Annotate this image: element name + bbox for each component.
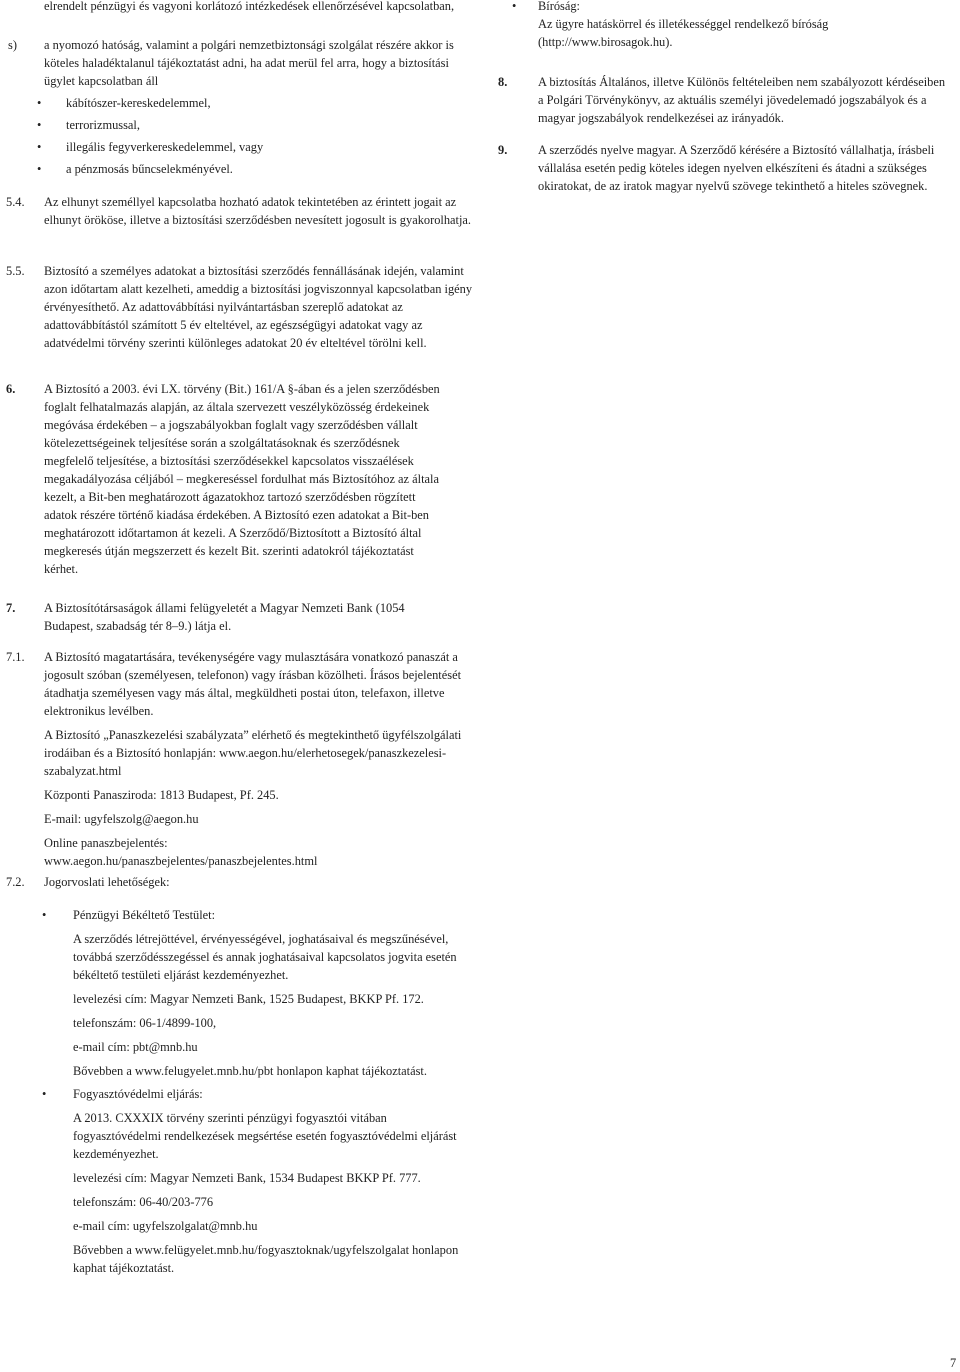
- section-6: [6, 380, 446, 578]
- section-number: 6.: [6, 382, 16, 396]
- paragraph: telefonszám: 06-1/4899-100,: [73, 1016, 217, 1030]
- section-5-4: [6, 193, 474, 229]
- section-text: Biztosító a személyes adatokat a biztosítási szerződés fennállásának idején, valamint azon időtartam alatt kezelheti, ameddig a biztosítási jogviszonnyal kapcsolatban igény érvényesíthető. Az adattovábbítási nyilvántartásban szereplő adatokat az adattovábbítástól számított 5 év elteltével, az egészségügyi adatokat vagy az adatvédelmi törvény szerinti különleges adatokat 20 év elteltével törölni kell.: [44, 264, 473, 350]
- section-number: 7.1.: [6, 650, 25, 664]
- remedy-title: Pénzügyi Békéltető Testület:: [73, 908, 216, 922]
- remedy-title: Bíróság:: [538, 0, 580, 13]
- bullet-icon: •: [37, 162, 42, 176]
- list-item-text: kábítószer-kereskedelemmel,: [66, 96, 211, 110]
- section-number: 9.: [498, 143, 508, 157]
- paragraph: A Biztosító „Panaszkezelési szabályzata” elérhető és megtekinthető ügyfélszolgálati irodáiban és a Biztosító honlapján: www.aegon.hu/elerhetosegek/panaszkezelesi-szabalyzat.html: [44, 728, 462, 778]
- section-5-5: [6, 262, 474, 352]
- section-number: 5.5.: [6, 264, 25, 278]
- paragraph: Az ügyre hatáskörrel és illetékességgel rendelkező bíróság (http://www.birosagok.hu).: [538, 17, 829, 49]
- remedy-title: Fogyasztóvédelmi eljárás:: [73, 1087, 203, 1101]
- paragraph: e-mail cím: pbt@mnb.hu: [73, 1040, 198, 1054]
- section-number: 8.: [498, 75, 508, 89]
- bullet-icon: •: [37, 96, 42, 110]
- section-7: [6, 599, 446, 635]
- remedy-item-court: [496, 0, 948, 51]
- paragraph: Bővebben a www.felugyelet.mnb.hu/pbt honlapon kaphat tájékoztatást.: [73, 1064, 427, 1078]
- paragraph: A 2013. CXXXIX törvény szerinti pénzügyi fogyasztói vitában fogyasztóvédelmi rendelkezések megsértése esetén fogyasztóvédelmi eljárást kezdeményezhet.: [73, 1111, 457, 1161]
- paragraph: E-mail: ugyfelszolg@aegon.hu: [44, 812, 199, 826]
- paragraph: Központi Panasziroda: 1813 Budapest, Pf. 245.: [44, 788, 279, 802]
- paragraph: A szerződés létrejöttével, érvényességével, joghatásaival és megszűnésével, továbbá szerződésszegéssel és annak joghatásaival kapcsolatos jogvita esetén békéltető testületi eljárást kezdeményezhet.: [73, 932, 457, 982]
- paragraph: e-mail cím: ugyfelszolgalat@mnb.hu: [73, 1219, 258, 1233]
- section-s: [6, 36, 474, 182]
- section-text: Az elhunyt személlyel kapcsolatba hozható adatok tekintetében az érintett jogait az elhunyt örököse, illetve a biztosítási szerződésben nevesített jogosult is gyakorolhatja.: [44, 195, 472, 227]
- section-8: [496, 73, 946, 127]
- bullet-icon: •: [42, 908, 47, 922]
- paragraph: levelezési cím: Magyar Nemzeti Bank, 1525 Budapest, BKKP Pf. 172.: [73, 992, 424, 1006]
- list-item-text: illegális fegyverkereskedelemmel, vagy: [66, 140, 264, 154]
- bullet-icon: •: [512, 0, 517, 13]
- list-item-text: a pénzmosás bűncselekményével.: [66, 162, 233, 176]
- section-7-1: [6, 648, 474, 870]
- section-text: A Biztosító a 2003. évi LX. törvény (Bit.) 161/A §-ában és a jelen szerződésben foglalt felhatalmazás alapján, az általa szervezett veszélyközösség érdekeinek megóvása érdekében – a jogszabályokban foglalt vagy szerződésben vállalt kötelezettségeinek teljesítése során a szolgáltatásoknak és szerződésnek megfelelő teljesítése, a biztosítási szerződésekkel kapcsolatos visszaélések megakadályozása céljából – megkereséssel fordulhat más Biztosítóhoz az általa kezelt, a Bit-ben meghatározott ágazatokhoz tartozó szerződésben rögzített adatok részére történő kiadása érdekében. A Biztosító ezen adatokat a Bit-ben meghatározott időtartamon át kezeli. A Szerződő/Biztosított a Biztosító által megkeresés útján megszerzett és kezelt Bit. szerinti adatokról tájékoztatást kérhet.: [44, 382, 440, 576]
- paragraph: Online panaszbejelentés: www.aegon.hu/panaszbejelentes/panaszbejelentes.html: [44, 836, 318, 868]
- list-item-text: terrorizmussal,: [66, 118, 140, 132]
- section-number: 7.: [6, 601, 16, 615]
- section-text: A biztosítás Általános, illetve Különös feltételeiben nem szabályozott kérdéseiben a Polgári Törvénykönyv, az aktuális személyi jövedelemadó jogszabályok és a magyar jogszabályok rendelkezései az irányadók.: [538, 75, 946, 125]
- page-number: 7: [950, 1356, 957, 1370]
- section-r-continuation: [6, 0, 474, 15]
- remedy-item-consumer-protection: [6, 1085, 474, 1277]
- section-7-2: [6, 873, 474, 891]
- section-number: 5.4.: [6, 195, 25, 209]
- paragraph: Bővebben a www.felügyelet.mnb.hu/fogyasztoknak/ugyfelszolgalat honlapon kaphat tájékoztatást.: [73, 1243, 459, 1275]
- section-text: Jogorvoslati lehetőségek:: [44, 875, 170, 889]
- section-number: 7.2.: [6, 875, 25, 889]
- bullet-icon: •: [42, 1087, 47, 1101]
- bullet-icon: •: [37, 140, 42, 154]
- section-s-text: a nyomozó hatóság, valamint a polgári nemzetbiztonsági szolgálat részére akkor is köteles haladéktalanul tájékoztatást adni, ha adat merül fel arra, hogy a biztosítási ügylet kapcsolatban áll: [44, 38, 454, 88]
- section-r-text: elrendelt pénzügyi és vagyoni korlátozó intézkedések ellenőrzésével kapcsolatban,: [44, 0, 455, 13]
- section-body: [44, 648, 474, 870]
- paragraph: A Biztosító magatartására, tevékenységére vagy mulasztására vonatkozó panaszát a jogosult szóban (személyesen, telefonon) vagy írásban közölheti. Írásos bejelentését átadhatja személyesen vagy más által, megküldheti postai úton, telefaxon, illetve elektronikus levélben.: [44, 650, 462, 718]
- list-item: [6, 138, 474, 160]
- section-s-marker: s): [8, 38, 17, 52]
- section-9: [496, 141, 946, 195]
- section-s-bullet-list: [6, 94, 474, 182]
- list-item: [6, 94, 474, 116]
- bullet-icon: •: [37, 118, 42, 132]
- paragraph: levelezési cím: Magyar Nemzeti Bank, 1534 Budapest BKKP Pf. 777.: [73, 1171, 421, 1185]
- list-item: [6, 160, 474, 182]
- remedy-item-pbt: [6, 906, 474, 1080]
- list-item: [6, 116, 474, 138]
- section-text: A Biztosítótársaságok állami felügyeletét a Magyar Nemzeti Bank (1054 Budapest, szabadság tér 8–9.) látja el.: [44, 601, 405, 633]
- section-text: A szerződés nyelve magyar. A Szerződő kérésére a Biztosító vállalhatja, írásbeli vállalása esetén pedig köteles idegen nyelven elkészíteni és átadni a szükséges okiratokat, de az iratok magyar nyelvű szövege tekinthető a hiteles szövegnek.: [538, 143, 935, 193]
- paragraph: telefonszám: 06-40/203-776: [73, 1195, 214, 1209]
